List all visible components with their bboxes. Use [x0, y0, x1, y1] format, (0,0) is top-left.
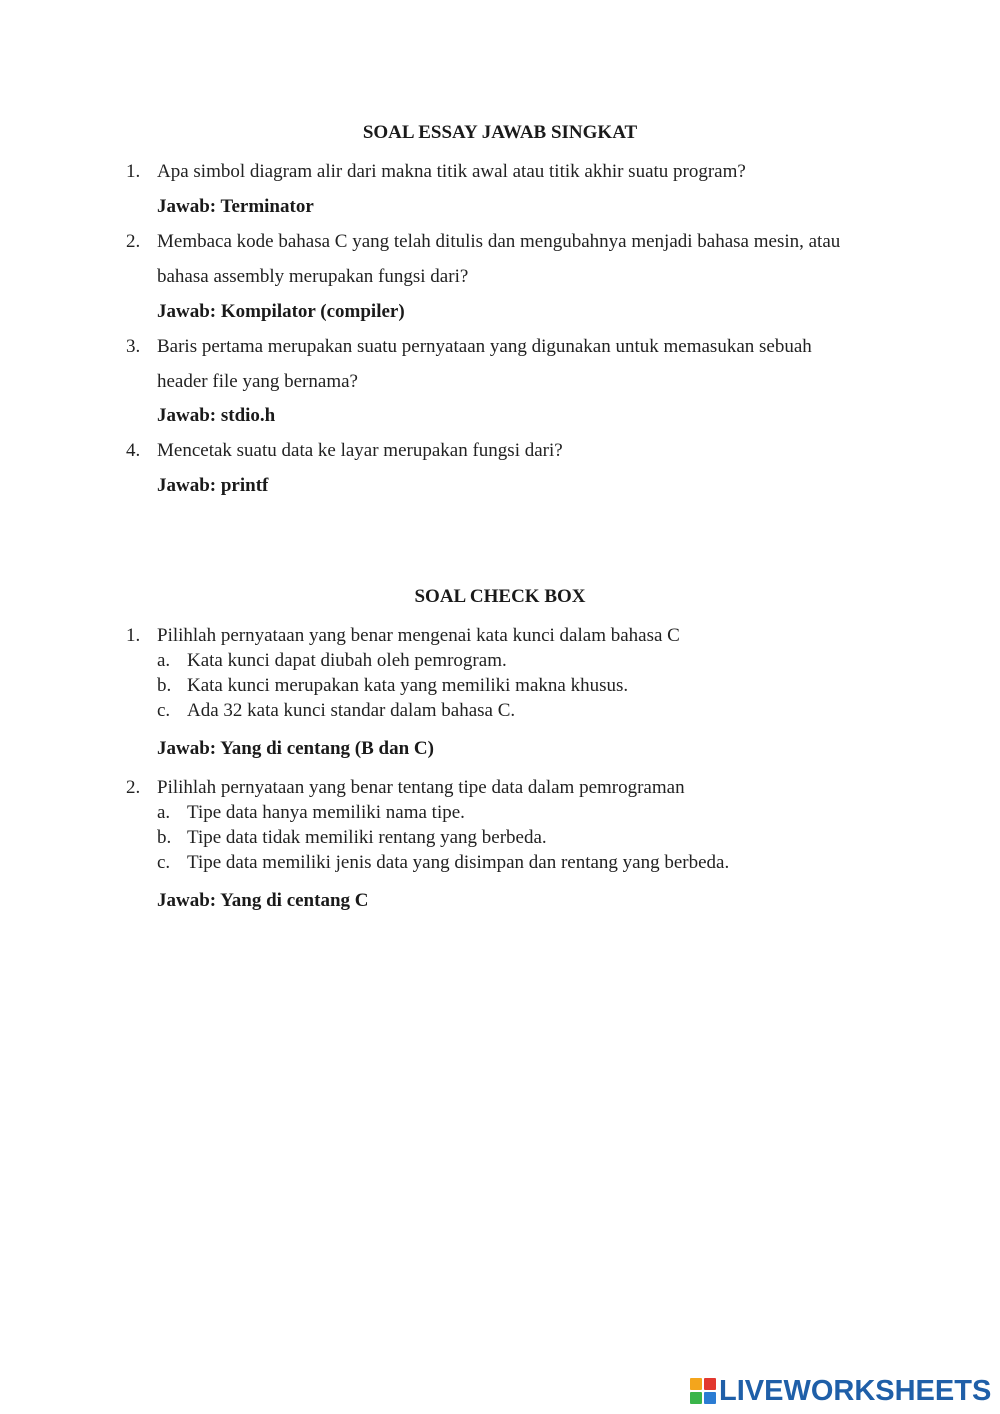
- checkbox-q2-option-c-letter: c.: [157, 852, 171, 873]
- essay-q2-text-line2: bahasa assembly merupakan fungsi dari?: [157, 266, 469, 287]
- essay-q4-answer: Jawab: printf: [157, 475, 269, 496]
- checkbox-q1-option-b-letter: b.: [157, 675, 172, 696]
- essay-q3-number: 3.: [126, 336, 141, 357]
- checkbox-q1-answer: Jawab: Yang di centang (B dan C): [157, 738, 434, 759]
- essay-q1-number: 1.: [126, 161, 141, 182]
- essay-q2-number: 2.: [126, 231, 141, 252]
- checkbox-q1-option-c: Ada 32 kata kunci standar dalam bahasa C.: [187, 700, 516, 721]
- essay-q1-answer: Jawab: Terminator: [157, 196, 314, 217]
- checkbox-q2-option-a: Tipe data hanya memiliki nama tipe.: [187, 802, 465, 823]
- essay-q4-number: 4.: [126, 440, 141, 461]
- liveworksheets-logo-text: LIVEWORKSHEETS: [719, 1375, 992, 1407]
- essay-q2-answer: Jawab: Kompilator (compiler): [157, 301, 405, 322]
- checkbox-q1-text: Pilihlah pernyataan yang benar mengenai kata kunci dalam bahasa C: [157, 625, 680, 646]
- logo-tile-v: [690, 1392, 702, 1404]
- checkbox-q2-option-a-letter: a.: [157, 802, 171, 823]
- checkbox-q1-option-a: Kata kunci dapat diubah oleh pemrogram.: [187, 650, 507, 671]
- essay-q3-text-line1: Baris pertama merupakan suatu pernyataan yang digunakan untuk memasukan sebuah: [157, 336, 812, 357]
- checkbox-q2-number: 2.: [126, 777, 141, 798]
- logo-tile-e: [704, 1392, 716, 1404]
- essay-q3-answer: Jawab: stdio.h: [157, 405, 276, 426]
- checkbox-q2-option-b-letter: b.: [157, 827, 172, 848]
- checkbox-q2-option-b: Tipe data tidak memiliki rentang yang berbeda.: [187, 827, 547, 848]
- checkbox-q1-option-a-letter: a.: [157, 650, 171, 671]
- checkbox-q2-option-c: Tipe data memiliki jenis data yang disimpan dan rentang yang berbeda.: [187, 852, 730, 873]
- essay-section-title: SOAL ESSAY JAWAB SINGKAT: [362, 122, 638, 143]
- checkbox-q2-text: Pilihlah pernyataan yang benar tentang tipe data dalam pemrograman: [157, 777, 685, 798]
- liveworksheets-logo: [690, 1374, 990, 1408]
- logo-tile-l: [690, 1378, 702, 1390]
- essay-q3-text-line2: header file yang bernama?: [157, 371, 358, 392]
- checkbox-q1-option-b: Kata kunci merupakan kata yang memiliki makna khusus.: [187, 675, 629, 696]
- checkbox-q2-answer: Jawab: Yang di centang C: [157, 890, 369, 911]
- essay-q4-text: Mencetak suatu data ke layar merupakan fungsi dari?: [157, 440, 563, 461]
- essay-q2-text-line1: Membaca kode bahasa C yang telah ditulis dan mengubahnya menjadi bahasa mesin, atau: [157, 231, 841, 252]
- logo-tile-i: [704, 1378, 716, 1390]
- essay-q1-text: Apa simbol diagram alir dari makna titik awal atau titik akhir suatu program?: [157, 161, 746, 182]
- checkbox-q1-option-c-letter: c.: [157, 700, 171, 721]
- liveworksheets-logo-icon: [690, 1378, 716, 1404]
- checkbox-q1-number: 1.: [126, 625, 141, 646]
- checkbox-section-title: SOAL CHECK BOX: [414, 586, 586, 607]
